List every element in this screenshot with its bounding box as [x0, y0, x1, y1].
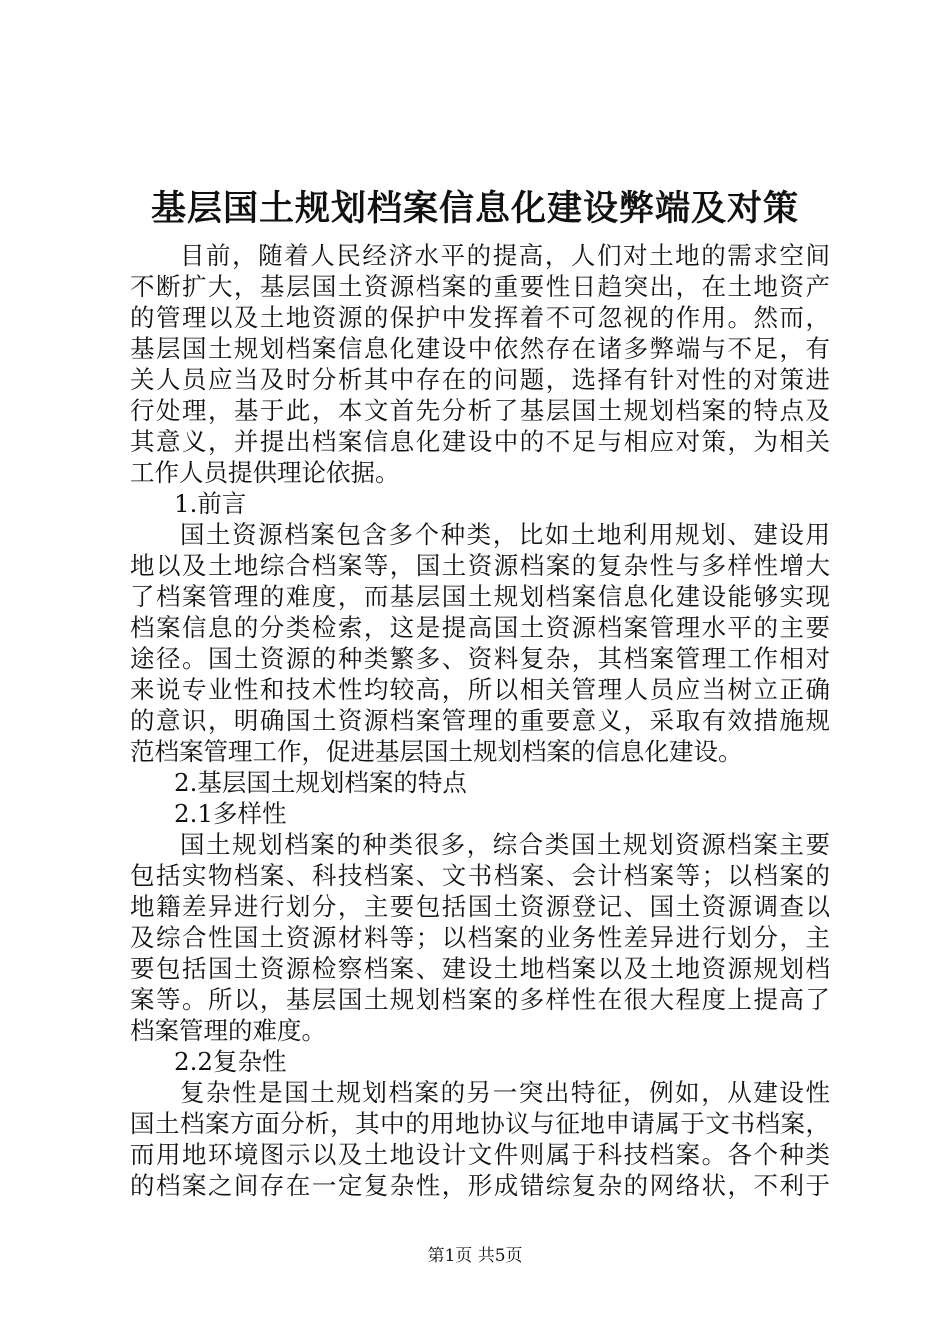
paragraph	[130, 519, 830, 767]
section-heading	[130, 488, 830, 519]
paragraph-line: 而用地环境图示以及土地设计文件则属于科技档案。各个种类	[130, 1140, 830, 1169]
paragraph-line: 的管理以及土地资源的保护中发挥着不可忽视的作用。然而，	[130, 303, 830, 332]
heading-text: 2.1多样性	[174, 799, 287, 828]
heading-text: 1.前言	[174, 489, 247, 518]
document-title: 基层国土规划档案信息化建设弊端及对策	[150, 188, 799, 229]
paragraph-line: 地籍差异进行划分，主要包括国土资源登记、国土资源调查以	[130, 892, 830, 921]
paragraph	[130, 1077, 830, 1201]
paragraph-line: 了档案管理的难度，而基层国土规划档案信息化建设能够实现	[130, 582, 830, 611]
paragraph-line: 要包括国土资源检察档案、建设土地档案以及土地资源规划档	[130, 954, 830, 983]
paragraph-line: 来说专业性和技术性均较高，所以相关管理人员应当树立正确	[130, 675, 830, 704]
paragraph-line: 范档案管理工作，促进基层国土规划档案的信息化建设。	[130, 737, 743, 766]
paragraph-line: 案等。所以，基层国土规划档案的多样性在很大程度上提高了	[130, 985, 830, 1014]
paragraph-line: 复杂性是国土规划档案的另一突出特征，例如，从建设性	[180, 1078, 830, 1107]
paragraph-line: 的档案之间存在一定复杂性，形成错综复杂的网络状，不利于	[130, 1171, 830, 1200]
paragraph-line: 国土规划档案的种类很多，综合类国土规划资源档案主要	[180, 830, 830, 859]
paragraph-line: 途径。国土资源的种类繁多、资料复杂，其档案管理工作相对	[130, 644, 830, 673]
paragraph-line: 目前，随着人民经济水平的提高，人们对土地的需求空间	[180, 241, 830, 270]
section-heading	[130, 1046, 830, 1077]
heading-text: 2.2复杂性	[174, 1047, 287, 1076]
paragraph-line: 不断扩大，基层国土资源档案的重要性日趋突出，在土地资产	[130, 272, 830, 301]
paragraph-line: 行处理，基于此，本文首先分析了基层国土规划档案的特点及	[130, 396, 830, 425]
paragraph-line: 地以及土地综合档案等，国土资源档案的复杂性与多样性增大	[130, 551, 830, 580]
page-footer: 第1页 共5页	[427, 1246, 523, 1266]
heading-text: 2.基层国土规划档案的特点	[174, 768, 467, 797]
section-heading	[130, 767, 830, 798]
paragraph-line: 国土档案方面分析，其中的用地协议与征地申请属于文书档案，	[130, 1109, 830, 1138]
paragraph-line: 关人员应当及时分析其中存在的问题，选择有针对性的对策进	[130, 365, 830, 394]
paragraph-line: 及综合性国土资源材料等；以档案的业务性差异进行划分，主	[130, 923, 830, 952]
paragraph-line: 基层国土规划档案信息化建设中依然存在诸多弊端与不足，有	[130, 334, 830, 363]
paragraph-line: 其意义，并提出档案信息化建设中的不足与相应对策，为相关	[130, 427, 830, 456]
paragraph-line: 包括实物档案、科技档案、文书档案、会计档案等；以档案的	[130, 861, 830, 890]
section-heading	[130, 798, 830, 829]
paragraph-line: 档案信息的分类检索，这是提高国土资源档案管理水平的主要	[130, 613, 830, 642]
paragraph-line: 档案管理的难度。	[130, 1016, 326, 1045]
paragraph-line: 国土资源档案包含多个种类，比如土地利用规划、建设用	[180, 520, 830, 549]
paragraph	[130, 829, 830, 1046]
paragraph	[130, 240, 830, 488]
paragraph-line: 工作人员提供理论依据。	[130, 458, 400, 487]
paragraph-line: 的意识，明确国土资源档案管理的重要意义，采取有效措施规	[130, 706, 830, 735]
document-body	[130, 240, 830, 1201]
